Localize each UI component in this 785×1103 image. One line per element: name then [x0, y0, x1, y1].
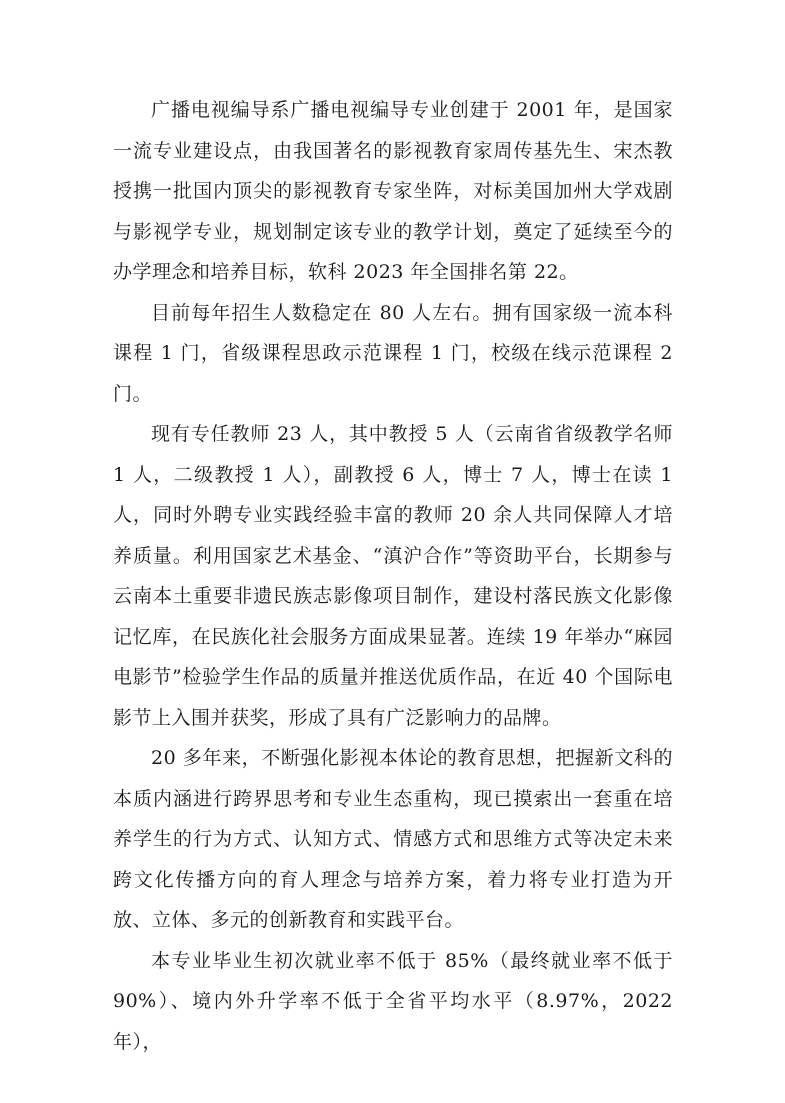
paragraph-faculty: 现有专任教师 23 人，其中教授 5 人（云南省省级教学名师 1 人，二级教授 1 人），副教授 6 人，博士 7 人，博士在读 1 人，同时外聘专业实践经验丰富的教师 20 余人共同保障人才培养质量。利用国家艺术基金、“滇沪合作”等资助平台，长期参与云南本土重要非遗民族志影像项目制作，建设村落民族文化影像记忆库，在民族化社会服务方面成果显著。连续 19 年举办“麻园电影节”检验学生作品的质量并推送优质作品，在近 40 个国际电影节上入围并获奖，形成了具有广泛影响力的品牌。	[113, 423, 673, 729]
paragraph-program-history: 广播电视编导系广播电视编导专业创建于 2001 年，是国家一流专业建设点，由我国著名的影视教育家周传基先生、宋杰教授携一批国内顶尖的影视教育专家坐阵，对标美国加州大学戏剧与影视学专业，规划制定该专业的教学计划，奠定了延续至今的办学理念和培养目标，软科 2023 年全国排名第 22。	[113, 99, 673, 283]
paragraph-education-philosophy: 20 多年来，不断强化影视本体论的教育思想，把握新文科的本质内涵进行跨界思考和专业生态重构，现已摸索出一套重在培养学生的行为方式、认知方式、情感方式和思维方式等决定未来跨文化传播方向的育人理念与培养方案，着力将专业打造为开放、立体、多元的创新教育和实践平台。	[113, 747, 673, 931]
paragraph-enrollment: 目前每年招生人数稳定在 80 人左右。拥有国家级一流本科课程 1 门，省级课程思政示范课程 1 门，校级在线示范课程 2 门。	[113, 301, 673, 405]
document-body	[113, 90, 673, 1062]
paragraph-employment: 本专业毕业生初次就业率不低于 85%（最终就业率不低于 90%）、境内外升学率不低于全省平均水平（8.97%，2022 年），	[113, 949, 673, 1053]
